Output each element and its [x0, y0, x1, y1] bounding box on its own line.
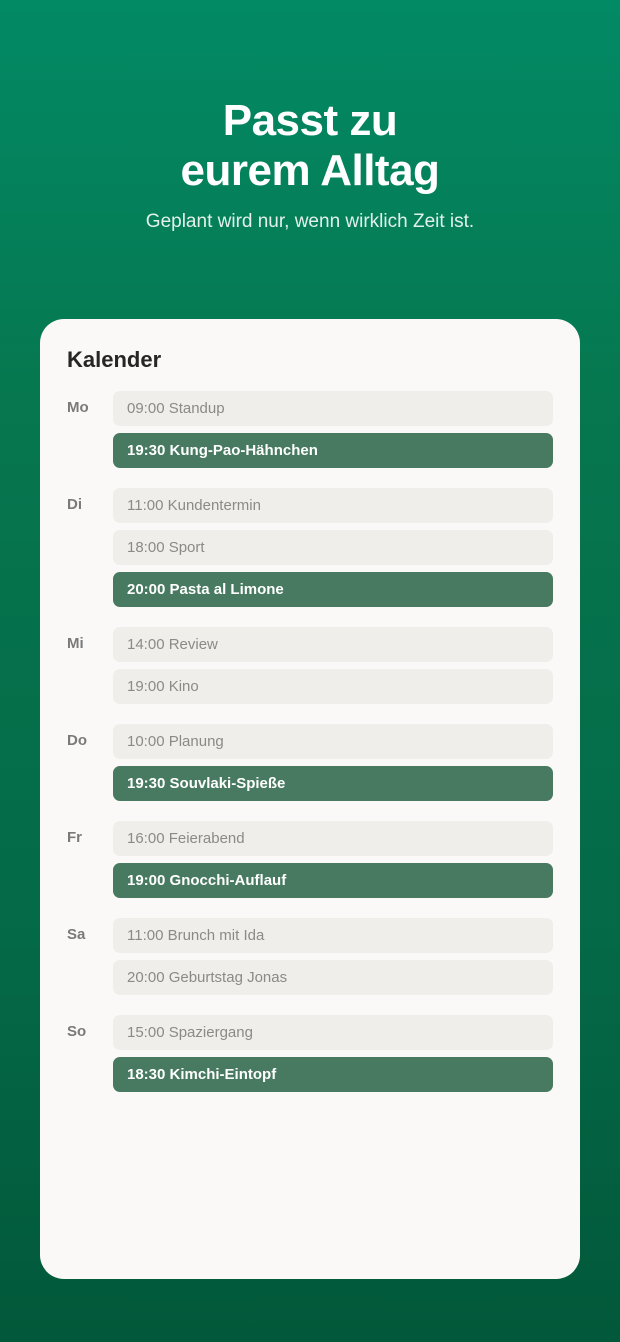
day-label: Sa — [67, 926, 86, 943]
appointment-event[interactable]: 09:00 Standup — [113, 391, 553, 426]
day-label: Mo — [67, 399, 89, 416]
day-label: Di — [67, 496, 82, 513]
calendar-day-mi — [67, 627, 553, 704]
day-events — [113, 821, 553, 898]
appointment-event[interactable]: 19:00 Kino — [113, 669, 553, 704]
appointment-event[interactable]: 15:00 Spaziergang — [113, 1015, 553, 1050]
appointment-event[interactable]: 16:00 Feierabend — [113, 821, 553, 856]
appointment-event[interactable]: 20:00 Geburtstag Jonas — [113, 960, 553, 995]
day-events — [113, 1015, 553, 1092]
day-label: Do — [67, 732, 87, 749]
headline-line-2: eurem Alltag — [180, 146, 440, 195]
subtitle: Geplant wird nur, wenn wirklich Zeit ist. — [145, 211, 475, 232]
calendar-day-fr — [67, 821, 553, 898]
appointment-event[interactable]: 11:00 Brunch mit Ida — [113, 918, 553, 953]
day-events — [113, 918, 553, 995]
hero — [0, 96, 620, 234]
day-events — [113, 488, 553, 607]
day-label: So — [67, 1023, 87, 1040]
calendar-card — [40, 319, 580, 1279]
calendar-day-di — [67, 488, 553, 607]
appointment-event[interactable]: 10:00 Planung — [113, 724, 553, 759]
day-label: Mi — [67, 635, 84, 652]
headline-line-1: Passt zu — [222, 96, 398, 145]
calendar-day-so — [67, 1015, 553, 1092]
calendar-day-sa — [67, 918, 553, 995]
calendar-title: Kalender — [67, 347, 162, 372]
calendar-days — [67, 391, 553, 1112]
day-events — [113, 627, 553, 704]
day-label: Fr — [67, 829, 82, 846]
meal-event[interactable]: 19:30 Souvlaki-Spieße — [113, 766, 553, 801]
headline — [0, 96, 620, 196]
meal-event[interactable]: 19:00 Gnocchi-Auflauf — [113, 863, 553, 898]
day-events — [113, 391, 553, 468]
appointment-event[interactable]: 18:00 Sport — [113, 530, 553, 565]
meal-event[interactable]: 18:30 Kimchi-Eintopf — [113, 1057, 553, 1092]
meal-event[interactable]: 20:00 Pasta al Limone — [113, 572, 553, 607]
calendar-day-mo — [67, 391, 553, 468]
calendar-day-do — [67, 724, 553, 801]
day-events — [113, 724, 553, 801]
appointment-event[interactable]: 11:00 Kundentermin — [113, 488, 553, 523]
appointment-event[interactable]: 14:00 Review — [113, 627, 553, 662]
meal-event[interactable]: 19:30 Kung-Pao-Hähnchen — [113, 433, 553, 468]
